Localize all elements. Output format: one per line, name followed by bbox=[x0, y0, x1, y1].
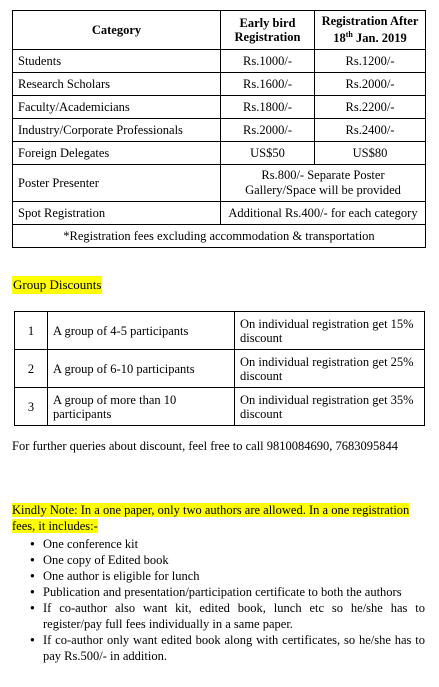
fees-early: Rs.1600/- bbox=[221, 73, 315, 96]
fees-row bbox=[13, 73, 426, 96]
header-early-bird: Early bird Registration bbox=[221, 11, 315, 50]
fees-header-row bbox=[13, 11, 426, 50]
poster-fee bbox=[221, 165, 426, 202]
fees-early: US$50 bbox=[221, 142, 315, 165]
registration-fees-table bbox=[12, 10, 426, 248]
fees-footnote: *Registration fees excluding accommodation & transportation bbox=[13, 225, 426, 248]
fees-category: Research Scholars bbox=[13, 73, 221, 96]
list-item: ● If co-author also want kit, edited book, lunch etc so he/she has to register/pay full fees individually in a same paper. bbox=[12, 600, 425, 632]
discount-query-text: For further queries about discount, feel free to call 9810084690, 7683095844 bbox=[12, 439, 399, 453]
discount-value: On individual registration get 35% discount bbox=[235, 388, 425, 426]
poster-fee-line2: Gallery/Space will be provided bbox=[245, 183, 401, 197]
discount-number: 1 bbox=[15, 312, 48, 350]
list-item: ● Publication and presentation/participation certificate to both the authors bbox=[12, 584, 425, 600]
discount-number: 2 bbox=[15, 350, 48, 388]
fees-after: Rs.2200/- bbox=[315, 96, 426, 119]
discount-group: A group of more than 10 participants bbox=[48, 388, 235, 426]
group-discount-table bbox=[14, 311, 425, 426]
fees-footnote-row bbox=[13, 225, 426, 248]
note-block bbox=[12, 502, 425, 664]
discount-row bbox=[15, 350, 425, 388]
fees-early: Rs.1000/- bbox=[221, 50, 315, 73]
fees-after: Rs.2000/- bbox=[315, 73, 426, 96]
fees-category: Industry/Corporate Professionals bbox=[13, 119, 221, 142]
discount-value: On individual registration get 15% discount bbox=[235, 312, 425, 350]
discount-row bbox=[15, 312, 425, 350]
includes-list bbox=[12, 536, 425, 664]
fees-category: Poster Presenter bbox=[13, 165, 221, 202]
fees-early: Rs.1800/- bbox=[221, 96, 315, 119]
header-after-suffix: Jan. 2019 bbox=[352, 31, 407, 46]
fees-row bbox=[13, 96, 426, 119]
poster-fee-line1: Rs.800/- Separate Poster bbox=[261, 168, 385, 182]
fees-row-poster bbox=[13, 165, 426, 202]
discount-group: A group of 4-5 participants bbox=[48, 312, 235, 350]
discount-row bbox=[15, 388, 425, 426]
fees-early: Rs.2000/- bbox=[221, 119, 315, 142]
fees-row bbox=[13, 50, 426, 73]
fees-after: US$80 bbox=[315, 142, 426, 165]
discount-number: 3 bbox=[15, 388, 48, 426]
fees-row bbox=[13, 142, 426, 165]
list-item: ● One author is eligible for lunch bbox=[12, 568, 425, 584]
fees-category: Spot Registration bbox=[13, 202, 221, 225]
group-discounts-title: Group Discounts bbox=[13, 277, 102, 292]
fees-category: Foreign Delegates bbox=[13, 142, 221, 165]
kindly-note: Kindly Note: In a one paper, only two authors are allowed. In a one registration fees, it includes:- bbox=[12, 503, 410, 533]
discount-group: A group of 6-10 participants bbox=[48, 350, 235, 388]
discount-value: On individual registration get 25% discount bbox=[235, 350, 425, 388]
list-item: ● One copy of Edited book bbox=[12, 552, 425, 568]
fees-row bbox=[13, 119, 426, 142]
fees-row-spot bbox=[13, 202, 426, 225]
fees-after: Rs.1200/- bbox=[315, 50, 426, 73]
header-after-sup: th bbox=[345, 30, 353, 40]
spot-fee: Additional Rs.400/- for each category bbox=[221, 202, 426, 225]
fees-after: Rs.2400/- bbox=[315, 119, 426, 142]
header-after bbox=[315, 11, 426, 50]
fees-category: Students bbox=[13, 50, 221, 73]
list-item: ● One conference kit bbox=[12, 536, 425, 552]
header-category: Category bbox=[13, 11, 221, 50]
fees-category: Faculty/Academicians bbox=[13, 96, 221, 119]
header-after-prefix: Registration After 18 bbox=[321, 14, 419, 46]
list-item: ● If co-author only want edited book along with certificates, so he/she has to pay Rs.500/- in addition. bbox=[12, 632, 425, 664]
